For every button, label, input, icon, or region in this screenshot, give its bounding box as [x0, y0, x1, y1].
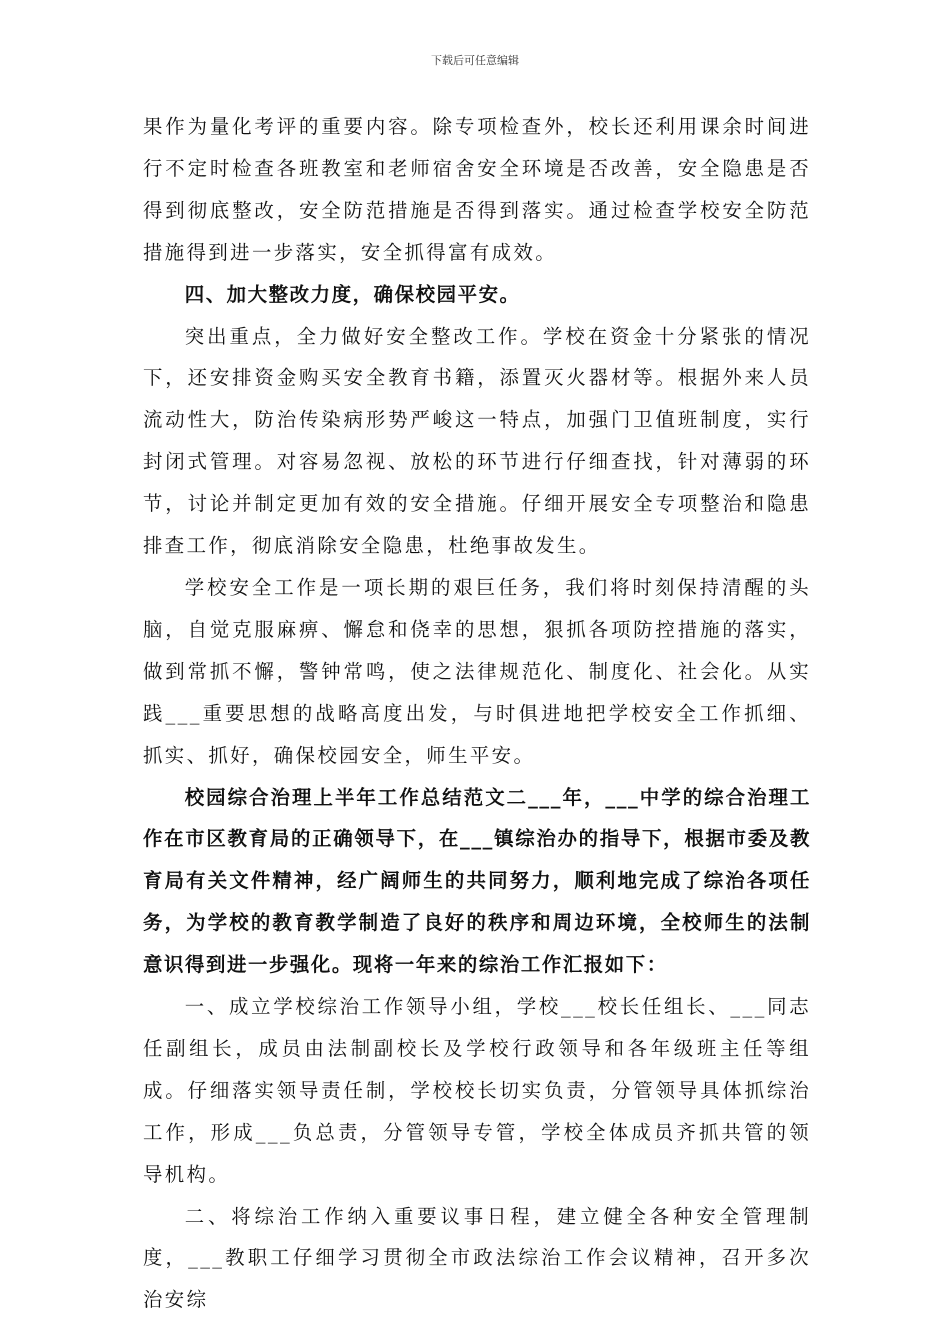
- paragraph-long-term-task: 学校安全工作是一项长期的艰巨任务，我们将时刻保持清醒的头脑，自觉克服麻痹、懈怠和侥幸的思想，狠抓各项防控措施的落实，做到常抓不懈，警钟常鸣，使之法律规范化、制度化、社会化。从实践___重要思想的战略高度出发，与时俱进地把学校安全工作抓细、抓实、抓好，确保校园安全，师生平安。: [143, 575, 811, 767]
- page-header: 下载后可任意编辑: [431, 54, 519, 67]
- paragraph-summary-title: 校园综合治理上半年工作总结范文二___年，___中学的综合治理工作在市区教育局的正确领导下，在___镇综治办的指导下，根据市委及教育局有关文件精神，经广阔师生的共同努力，顺利地完成了综治各项任务，为学校的教育教学制造了良好的秩序和周边环境，全校师生的法制意识得到进一步强化。现将一年来的综治工作汇报如下：: [143, 785, 811, 977]
- paragraph-leadership-group: 一、成立学校综治工作领导小组，学校___校长任组长、___同志任副组长，成员由法制副校长及学校行政领导和各年级班主任等组成。仔细落实领导责任制，学校校长切实负责，分管领导具体抓综治工作，形成___负总责，分管领导专管，学校全体成员齐抓共管的领导机构。: [143, 995, 811, 1186]
- paragraph-rectification-work: 突出重点，全力做好安全整改工作。学校在资金十分紧张的情况下，还安排资金购买安全教育书籍，添置灭火器材等。根据外来人员流动性大，防治传染病形势严峻这一特点，加强门卫值班制度，实行封闭式管理。对容易忽视、放松的环节进行仔细查找，针对薄弱的环节，讨论并制定更加有效的安全措施。仔细开展安全专项整治和隐患排查工作，彻底消除安全隐患，杜绝事故发生。: [143, 324, 811, 558]
- section-heading-rectification: 四、加大整改力度，确保校园平安。: [184, 282, 521, 306]
- document-body: [143, 106, 811, 1321]
- paragraph-safety-inspection: 果作为量化考评的重要内容。除专项检查外，校长还利用课余时间进行不定时检查各班教室和老师宿舍安全环境是否改善，安全隐患是否得到彻底整改，安全防范措施是否得到落实。通过检查学校安全防范措施得到进一步落实，安全抓得富有成效。: [143, 115, 811, 264]
- paragraph-agenda: 二、将综治工作纳入重要议事日程，建立健全各种安全管理制度，___教职工仔细学习贯彻全市政法综治工作会议精神，召开多次治安综: [143, 1204, 811, 1312]
